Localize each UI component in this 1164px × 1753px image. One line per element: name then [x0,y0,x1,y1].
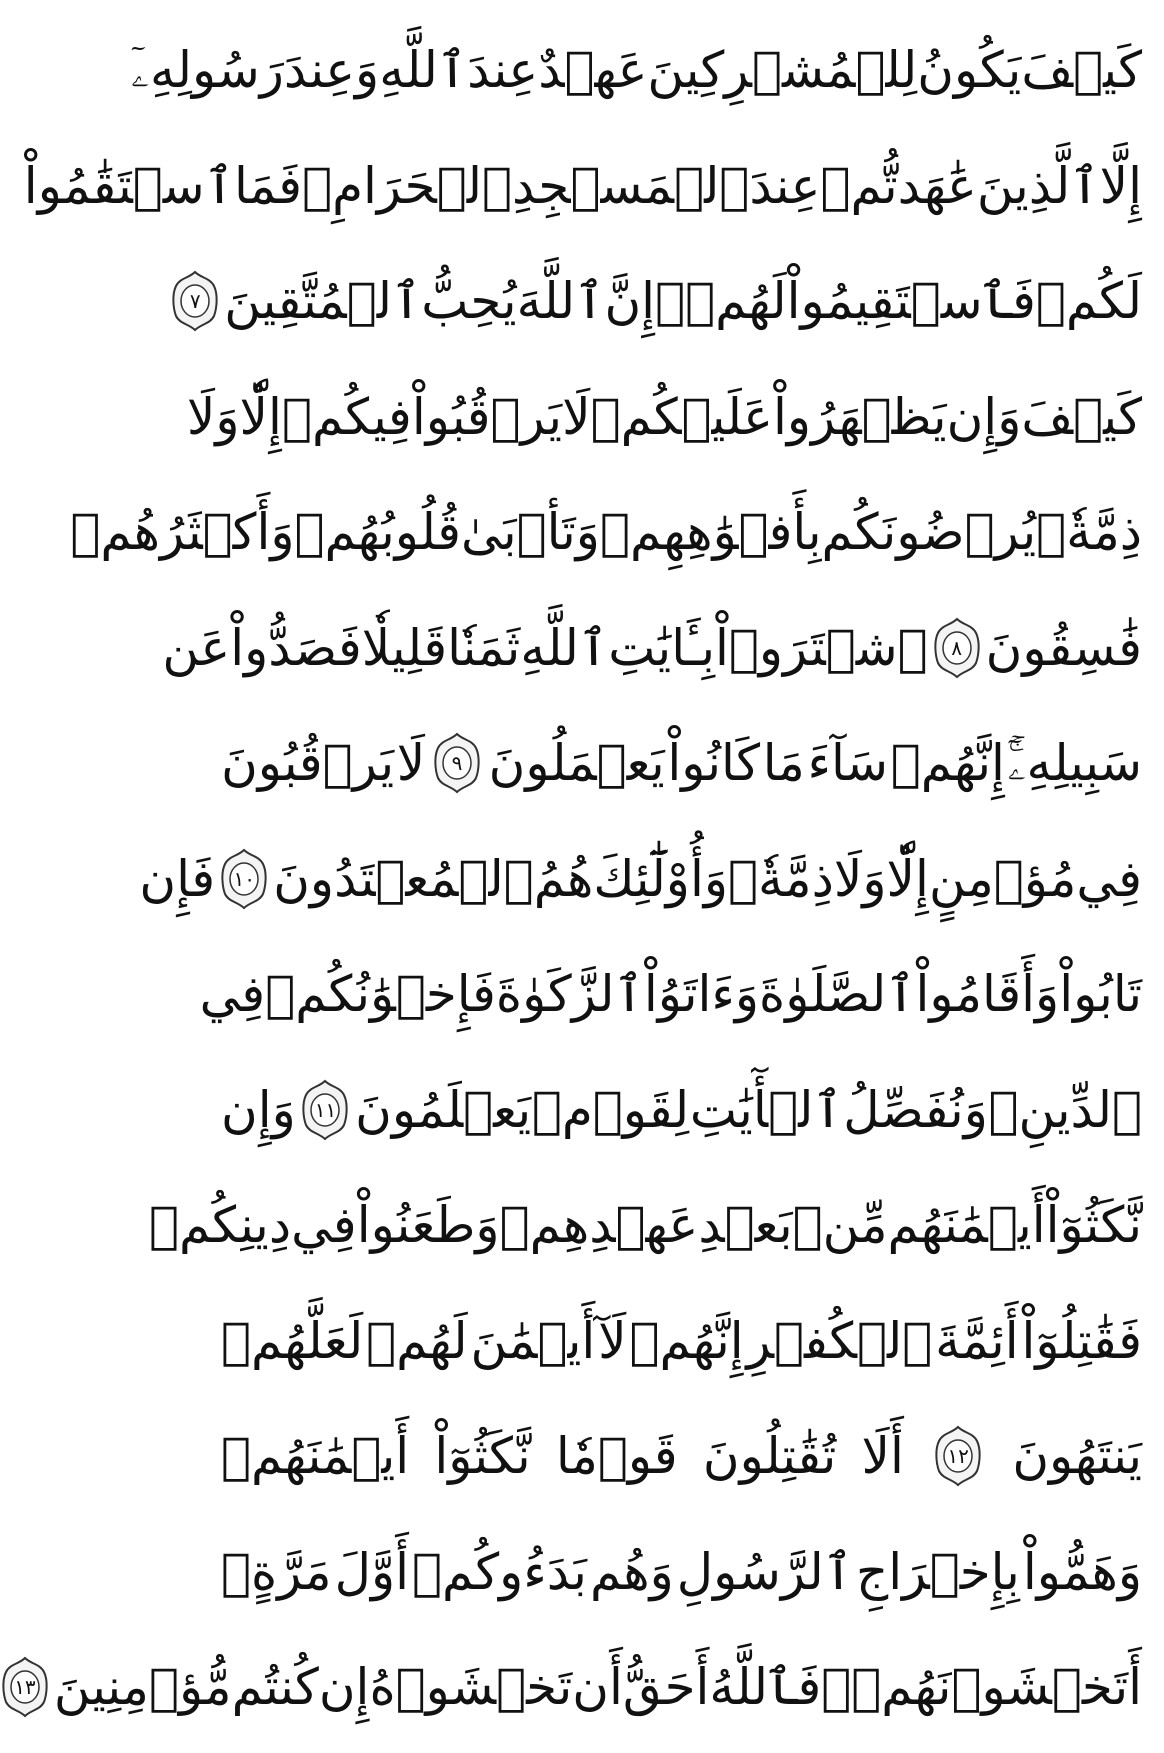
quran-word: وَأَقَامُواْ [915,965,1060,1023]
quran-word: وَهُم [589,1542,674,1601]
quran-word: هُمُ [533,849,594,908]
quran-word: فَٱللَّهُ [709,1658,822,1716]
quran-word: فَإِخۡوَٰنُكُمۡ [265,965,496,1023]
quran-word: مَا [762,734,805,792]
quran-word: يُحِبُّ [421,272,517,330]
quran-word: ٱلَّذِينَ [976,156,1100,215]
quran-word: ذِمَّةٗۚ [1036,503,1142,561]
quran-word: لَهُمۡ [366,1311,468,1370]
quran-word: بِـَٔايَٰتِ [608,618,716,677]
text-line [139,827,1142,931]
quran-word: فَصَدُّواْ [230,618,362,677]
quran-word: أَحَقُّ [622,1658,710,1716]
quran-word: إِنَّ [604,272,656,330]
verse-number-marker [0,1656,50,1718]
quran-word: ٱلرَّسُولِ [676,1542,853,1601]
quran-word: نَّكَثُوٓاْ [434,1427,531,1485]
quran-word: فِي [1076,849,1142,908]
text-line [148,1173,1142,1277]
quran-word: سَبِيلِهِۦٓۚ [1007,734,1142,792]
verse-number: ١٣ [14,1675,36,1699]
quran-word: بَدَءُوكُمۡ [412,1542,587,1601]
text-line [221,1058,1142,1162]
quran-word: وَإِن [221,1080,296,1139]
quran-word: بِأَفۡوَٰهِهِمۡ [599,503,822,561]
quran-word: فِي [291,1196,357,1254]
quran-word: ٱللَّهِ [520,618,609,677]
quran-word: لِلۡمُشۡرِكِينَ [647,41,918,99]
quran-word: وَأَكۡثَرُهُمۡ [70,503,295,561]
quran-word: عِندَ [467,41,539,99]
quran-word: وَعِندَ [283,41,380,99]
quran-word: عَن [162,618,231,677]
quran-word: إِلّٗا [239,387,282,446]
quran-word: أَوَّلَ [334,1542,409,1601]
quran-word: عَلَيۡكُمۡ [590,387,773,446]
quran-word: لِقَوۡمٖ [531,1080,690,1139]
quran-word: يَظۡهَرُواْ [772,387,947,446]
verse-number: ١٢ [947,1444,969,1468]
quran-word: يُرۡضُونَكُم [821,503,1037,561]
text-line [186,365,1142,469]
quran-word: كَانُواْ [667,734,761,792]
quran-word: وَإِن [946,387,1022,446]
quran-word: إِلَّا [1099,156,1142,215]
quran-word: أَيۡمَٰنَ [470,1311,596,1370]
quran-word: ٱلۡأٓيَٰتِ [689,1080,843,1139]
quran-word: بَعۡدِ [698,1196,793,1254]
quran-word: لَكُمۡ [1035,272,1142,330]
quran-word: فِي [199,965,266,1023]
quran-word: لَا [396,734,426,792]
quran-word: يَرۡقُبُواْ [411,387,563,446]
quran-word: ٱلۡمَسۡجِدِ [512,156,750,215]
quran-word: ثَمَنٗا [447,618,521,677]
verse-number: ١١ [314,1097,337,1122]
quran-word: ٱسۡتَقَٰمُواْ [23,156,235,215]
quran-word: كَيۡفَ [1021,387,1142,446]
quran-word: أَلَا [861,1427,904,1485]
quran-word: فَٰسِقُونَ [985,618,1142,677]
quran-word: وَنُفَصِّلُ [843,1080,988,1139]
quran-word: تَخۡشَوۡهُ [369,1658,573,1716]
text-line [221,1520,1142,1624]
quran-word: رَسُولِهِۦٓ [130,41,284,99]
quran-word: تَابُواْ [1059,965,1142,1023]
text-line [221,1289,1142,1393]
quran-word: فَإِن [139,849,216,908]
quran-word: قَوۡمٗا [555,1427,678,1485]
quran-word: سَآءَ [807,734,889,792]
verse-number: ٩ [451,751,463,775]
quran-word: ٱلۡكُفۡرِ [746,1311,933,1370]
quran-word: قَلِيلٗا [361,618,448,677]
quran-word: لَهُمۡۚ [655,272,787,330]
verse-number-marker [432,732,482,794]
quran-word: يَكُونُ [917,41,1022,99]
text-line [130,18,1142,122]
quran-word: فَقَٰتِلُوٓاْ [1021,1311,1142,1370]
quran-word: نَّكَثُوٓاْ [1045,1196,1142,1254]
quran-word: فَمَا [234,156,303,215]
text-line [14,1635,1142,1739]
quran-word: وَطَعَنُواْ [356,1196,500,1254]
quran-word: مُّؤۡمِنِينَ [53,1658,232,1716]
quran-word: ٱلدِّينِۗ [988,1080,1142,1139]
quran-word: أَئِمَّةَ [935,1311,1019,1370]
quran-word: لَا [562,387,591,446]
verse-number-marker [300,1079,350,1141]
quran-word: عِندَ [749,156,821,215]
quran-word: وَتَأۡبَىٰ [461,503,600,561]
quran-word: ٱشۡتَرَوۡاْ [715,618,928,677]
quran-word: لَآ [598,1311,627,1370]
quran-word: ٱلۡمُعۡتَدُونَ [273,849,534,908]
verse-number: ١٠ [233,866,255,891]
mushaf-page [14,0,1164,1753]
verse-number-marker [933,1425,983,1487]
quran-word: إِنَّهُمۡ [890,734,1005,792]
quran-word: كُنتُم [231,1658,319,1716]
verse-number: ٧ [189,289,201,313]
verse-number-marker [170,270,220,332]
text-line [221,711,1142,815]
quran-word: أَيۡمَٰنَهُم [887,1196,1046,1254]
quran-word: وَأُوْلَٰٓئِكَ [593,849,728,908]
quran-word: مِّنۢ [792,1196,888,1254]
quran-word: كَيۡفَ [1021,41,1142,99]
quran-word: إِلّٗا [886,849,929,908]
quran-word: وَلَا [186,387,240,446]
quran-word: يَنتَهُونَ [1012,1427,1142,1485]
quran-word: دِينِكُمۡ [148,1196,292,1254]
quran-word: يَعۡلَمُونَ [355,1080,532,1139]
quran-word: عَٰهَدتُّمۡ [820,156,977,215]
quran-word: ٱلۡحَرَامِۖ [302,156,513,215]
verse-number: ٨ [951,635,963,660]
quran-word: بِإِخۡرَاجِ [856,1542,1020,1601]
quran-word: يَعۡمَلُونَ [488,734,665,792]
quran-word: وَلَا [833,849,887,908]
quran-word: ٱللَّهِ [379,41,468,99]
quran-word: ٱلزَّكَوٰةَ [495,965,644,1023]
quran-word: فِيكُمۡ [281,387,412,446]
quran-word: وَءَاتَوُاْ [643,965,760,1023]
quran-word: يَرۡقُبُونَ [221,734,395,792]
quran-word: ٱلۡمُتَّقِينَ [224,272,422,330]
quran-word: لَعَلَّهُمۡ [221,1311,364,1370]
text-line [189,249,1142,353]
quran-word: أَن [572,1658,623,1716]
verse-number-marker [932,617,982,679]
text-line [221,1404,1142,1508]
quran-word: عَهۡدٌ [538,41,648,99]
quran-word: أَيۡمَٰنَهُمۡ [221,1427,410,1485]
quran-word: مُؤۡمِنٍ [928,849,1077,908]
quran-word: فَٱسۡتَقِيمُواْ [786,272,1036,330]
text-line [199,942,1142,1046]
text-line [162,596,1142,700]
verse-number-marker [219,848,269,910]
quran-word: إِن [318,1658,370,1716]
quran-word: أَتَخۡشَوۡنَهُمۡۚ [821,1658,1142,1716]
quran-word: ذِمَّةٗۚ [728,849,834,908]
quran-word: عَهۡدِهِمۡ [499,1196,699,1254]
quran-word: تُقَٰتِلُونَ [702,1427,837,1485]
quran-word: مَرَّةٍۚ [221,1542,332,1601]
quran-word: ٱللَّهَ [516,272,605,330]
text-line [23,134,1142,238]
quran-word: إِنَّهُمۡ [629,1311,744,1370]
quran-word: وَهَمُّواْ [1022,1542,1142,1601]
quran-word: قُلُوبُهُمۡ [294,503,462,561]
text-line [70,480,1142,584]
quran-word: ٱلصَّلَوٰةَ [759,965,916,1023]
